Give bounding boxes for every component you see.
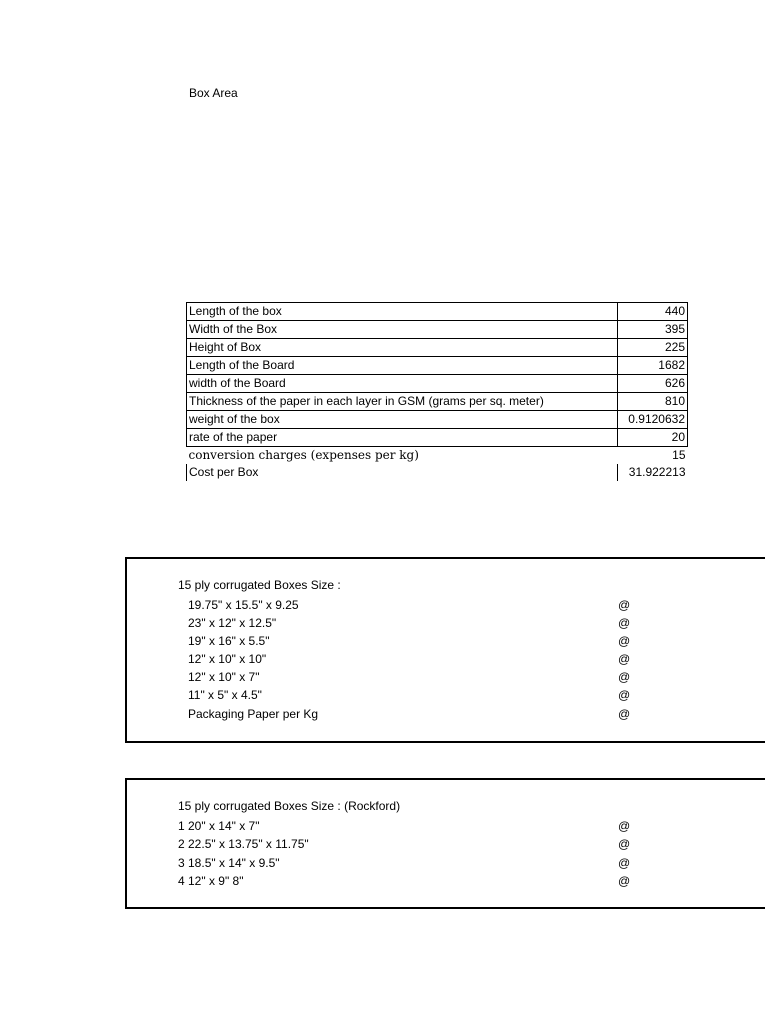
row-value: 20 xyxy=(618,429,688,447)
table-row xyxy=(187,303,688,321)
row-label: conversion charges (expenses per kg) xyxy=(188,448,419,462)
list-item: 23" x 12" x 12.5" xyxy=(188,616,277,630)
table-row xyxy=(187,321,688,339)
table-row xyxy=(187,357,688,375)
row-label: Length of the Board xyxy=(187,357,618,375)
list-item: 2 22.5" x 13.75" x 11.75" xyxy=(178,837,309,851)
at-symbol: @ xyxy=(618,616,631,630)
table-row xyxy=(187,411,688,429)
row-value: 15 xyxy=(672,448,686,462)
list-item: 12" x 10" x 10" xyxy=(188,652,267,666)
rockford-sizes-panel xyxy=(125,778,765,909)
at-symbol: @ xyxy=(618,837,631,851)
row-value: 395 xyxy=(618,321,688,339)
list-item: 3 18.5" x 14" x 9.5" xyxy=(178,856,280,870)
row-value: 626 xyxy=(618,375,688,393)
list-item: 19" x 16" x 5.5" xyxy=(188,634,270,648)
list-item: 19.75" x 15.5" x 9.25 xyxy=(188,598,299,612)
at-symbol: @ xyxy=(618,874,631,888)
table-row xyxy=(187,464,688,481)
list-item: 4 12" x 9" 8" xyxy=(178,874,244,888)
table-row xyxy=(187,393,688,411)
list-item: 11" x 5" x 4.5" xyxy=(188,688,262,702)
at-symbol: @ xyxy=(618,856,631,870)
row-label: Cost per Box xyxy=(187,464,618,481)
at-symbol: @ xyxy=(618,819,631,833)
row-value: 1682 xyxy=(618,357,688,375)
at-symbol: @ xyxy=(618,652,631,666)
row-label: Length of the box xyxy=(187,303,618,321)
at-symbol: @ xyxy=(618,634,631,648)
row-value: 440 xyxy=(618,303,688,321)
panel-heading: 15 ply corrugated Boxes Size : xyxy=(178,578,341,592)
row-label: Thickness of the paper in each layer in GSM (grams per sq. meter) xyxy=(187,393,618,411)
at-symbol: @ xyxy=(618,707,631,721)
list-item: 12" x 10" x 7" xyxy=(188,670,260,684)
row-label: Width of the Box xyxy=(187,321,618,339)
at-symbol: @ xyxy=(618,688,631,702)
row-label: width of the Board xyxy=(187,375,618,393)
row-label: rate of the paper xyxy=(187,429,618,447)
table-row xyxy=(187,447,688,465)
row-value: 0.9120632 xyxy=(618,411,688,429)
panel-heading: 15 ply corrugated Boxes Size : (Rockford) xyxy=(178,799,401,813)
list-item: Packaging Paper per Kg xyxy=(188,707,319,721)
row-value: 810 xyxy=(618,393,688,411)
row-value: 31.922213 xyxy=(618,464,688,481)
table-row xyxy=(187,339,688,357)
box-cost-table xyxy=(186,302,688,481)
page-title: Box Area xyxy=(189,86,238,100)
at-symbol: @ xyxy=(618,598,631,612)
row-value: 225 xyxy=(618,339,688,357)
box-sizes-panel xyxy=(125,557,765,743)
row-label: Height of Box xyxy=(187,339,618,357)
at-symbol: @ xyxy=(618,670,631,684)
list-item: 1 20" x 14" x 7" xyxy=(178,819,260,833)
table-row xyxy=(187,429,688,447)
table-row xyxy=(187,375,688,393)
row-label: weight of the box xyxy=(187,411,618,429)
